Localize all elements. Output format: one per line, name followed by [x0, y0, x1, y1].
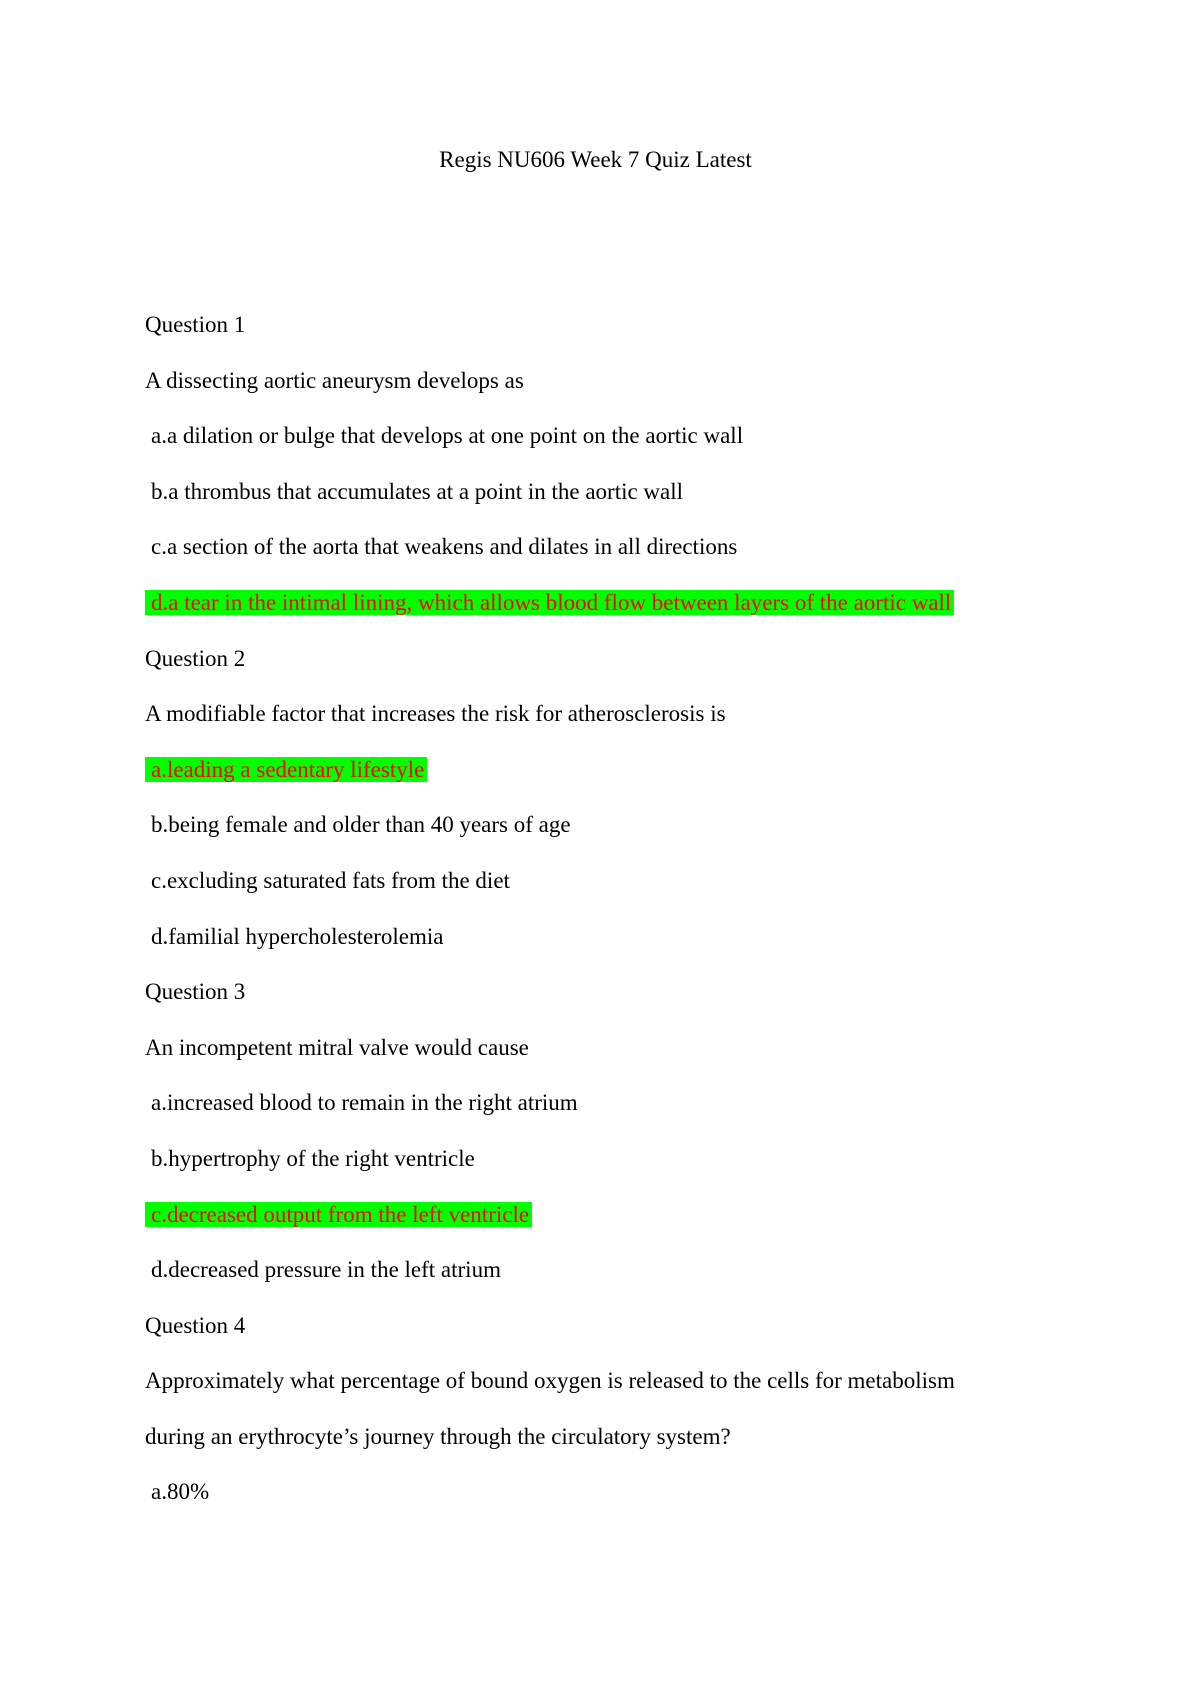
answer-option: d.decreased pressure in the left atrium: [151, 1257, 501, 1283]
answer-option: d.familial hypercholesterolemia: [151, 923, 444, 949]
question-label: Question 2: [145, 645, 246, 671]
answer-option: b.being female and older than 40 years of age: [151, 812, 571, 838]
question-prompt: A modifiable factor that increases the risk for atherosclerosis is: [145, 701, 726, 727]
highlighted-answer-option: [145, 588, 1045, 644]
quiz-content: [145, 310, 1045, 1533]
question-label: Question 1: [145, 312, 246, 337]
question-prompt: Approximately what percentage of bound oxygen is released to the cells for metabolism: [145, 1368, 955, 1394]
answer-option: c.a section of the aorta that weakens and dilates in all directions: [151, 534, 738, 560]
answer-option: b.hypertrophy of the right ventricle: [151, 1145, 475, 1171]
highlighted-answer-text: c.decreased output from the left ventricle: [145, 1202, 532, 1227]
answer-option: b.a thrombus that accumulates at a point in the aortic wall: [151, 478, 684, 504]
answer-option: a.80%: [151, 1479, 210, 1505]
highlighted-answer-text: a.leading a sedentary lifestyle: [145, 757, 427, 782]
highlighted-answer-option: [145, 755, 1045, 811]
document-title: Regis NU606 Week 7 Quiz Latest: [439, 147, 752, 172]
question-label: Question 3: [145, 979, 246, 1005]
question-prompt: An incompetent mitral valve would cause: [145, 1034, 529, 1060]
highlighted-answer-text: d.a tear in the intimal lining, which allows blood flow between layers of the aortic wall: [145, 590, 954, 615]
answer-option: a.increased blood to remain in the right atrium: [151, 1090, 578, 1116]
answer-option: a.a dilation or bulge that develops at one point on the aortic wall: [151, 423, 744, 449]
question-label: Question 4: [145, 1312, 246, 1338]
answer-option: c.excluding saturated fats from the diet: [151, 867, 510, 893]
highlighted-answer-option: [145, 1200, 1045, 1256]
question-prompt-continued: during an erythrocyte’s journey through the circulatory system?: [145, 1423, 731, 1449]
question-prompt: A dissecting aortic aneurysm develops as: [145, 367, 524, 393]
